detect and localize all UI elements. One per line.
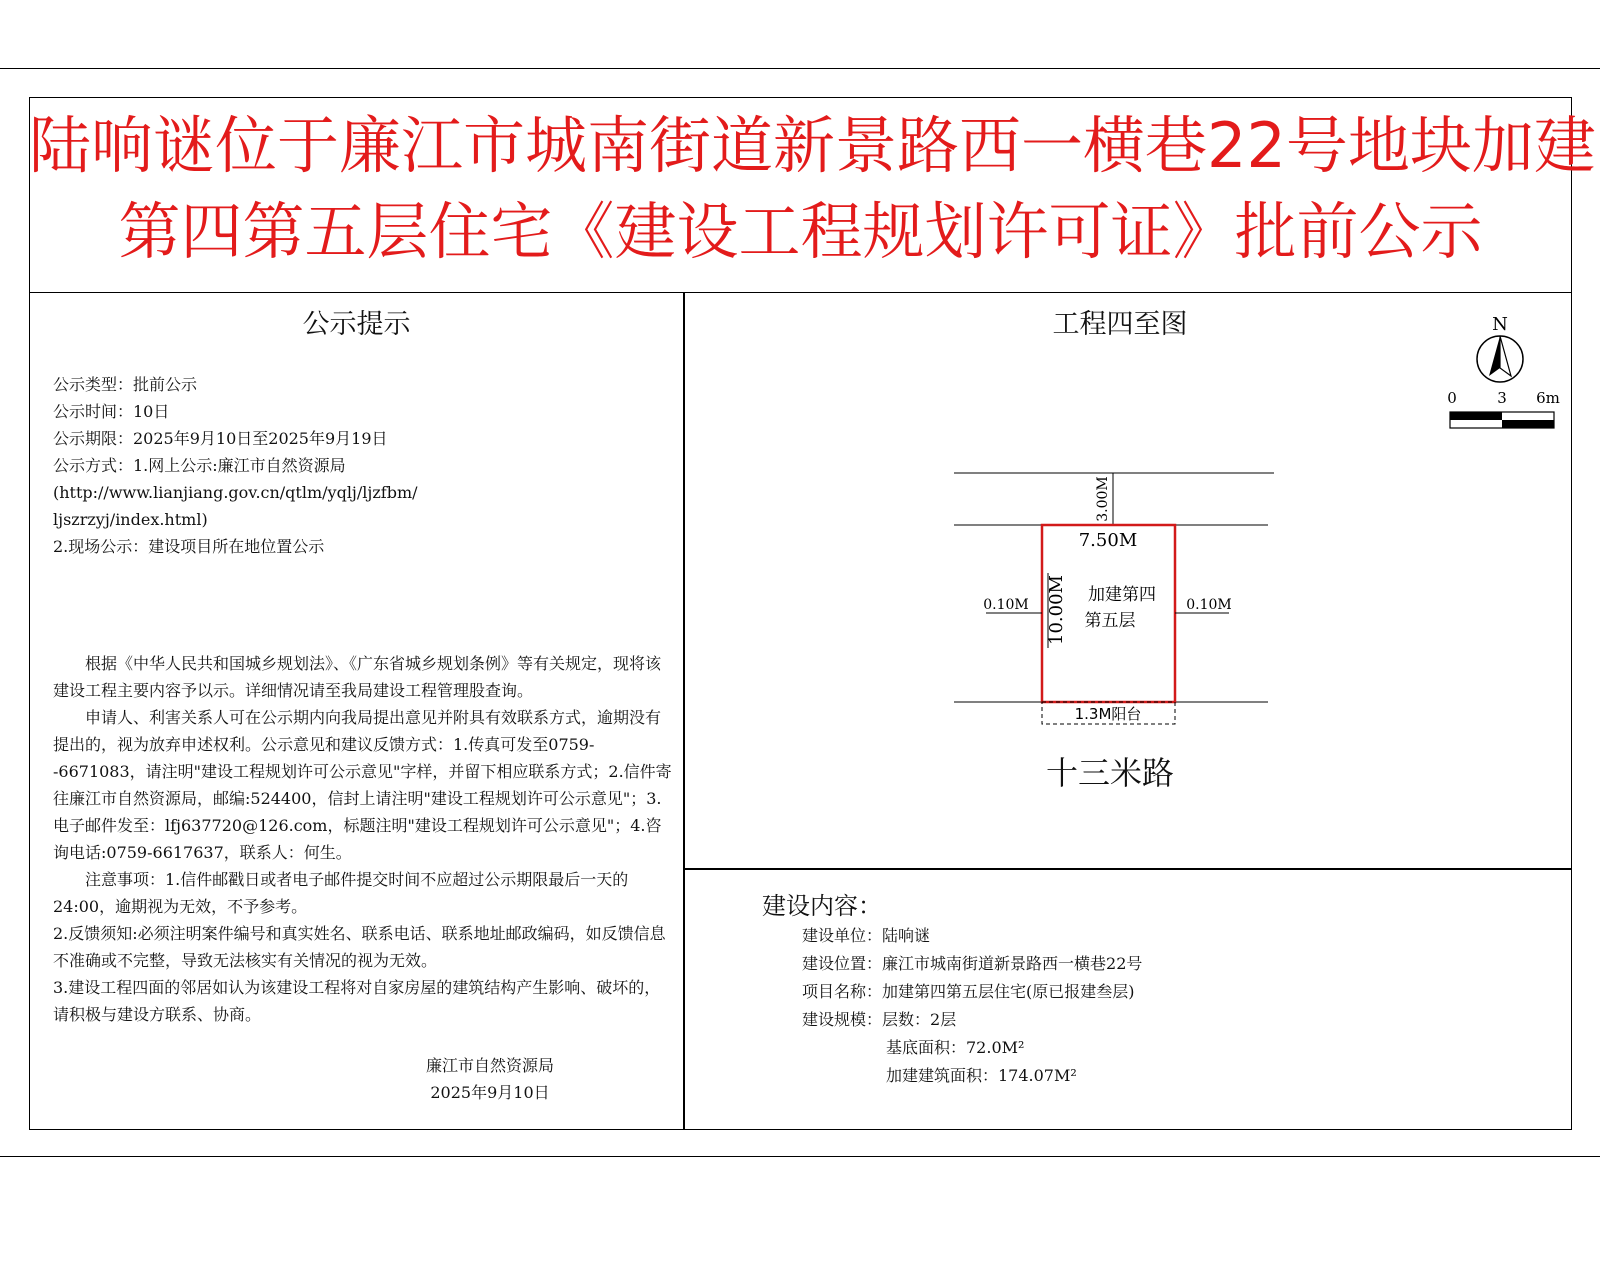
notice-time: 公示时间：10日 — [53, 402, 170, 421]
content-project: 项目名称：加建第四第五层住宅(原已报建叁层) — [802, 982, 1135, 1001]
content-unit: 建设单位：陆响谜 — [802, 926, 931, 945]
north-arrow-icon — [1489, 336, 1500, 376]
title-section — [29, 97, 1596, 293]
signature-date: 2025年9月10日 — [430, 1083, 550, 1102]
dim-width-label: 7.50M — [1078, 530, 1138, 551]
content-details — [802, 922, 1142, 1090]
notice-type: 公示类型：批前公示 — [53, 375, 198, 394]
notice-paragraph-neighbors: 3.建设工程四面的邻居如认为该建设工程将对自家房屋的建筑结构产生影响、破坏的，请积极与建设方联系、协商。 — [53, 978, 661, 1024]
notice-url-2[interactable]: ljszrzyj/index.html) — [53, 510, 208, 529]
notice-paragraph-requirements: 2.反馈须知:必须注明案件编号和真实姓名、联系电话、联系地址邮政编码，如反馈信息不准确或不完整，导致无法核实有关情况的视为无效。 — [53, 924, 666, 970]
dim-right-label: 0.10M — [1186, 597, 1232, 613]
notice-heading: 公示提示 — [302, 309, 411, 340]
building-label-1: 加建第四 — [1088, 585, 1156, 605]
north-arrow-and-scale — [1440, 312, 1570, 442]
content-location: 建设位置：廉江市城南街道新景路西一横巷22号 — [802, 954, 1143, 973]
signature-org: 廉江市自然资源局 — [425, 1056, 554, 1075]
scale-label-6: 6m — [1536, 389, 1560, 407]
dim-left-label: 0.10M — [983, 597, 1029, 613]
notice-period: 公示期限：2025年9月10日至2025年9月19日 — [53, 429, 388, 448]
content-scale: 建设规模：层数：2层 — [802, 1010, 957, 1029]
site-plan — [940, 460, 1280, 740]
scale-label-0: 0 — [1447, 389, 1457, 407]
notice-info — [53, 371, 418, 560]
content-heading: 建设内容： — [762, 892, 882, 920]
title-line-2: 第四第五层住宅《建设工程规划许可证》批前公示 — [118, 195, 1483, 268]
notice-body — [53, 650, 673, 1028]
balcony-label: 1.3M阳台 — [1074, 705, 1142, 723]
notice-paragraph-attention: 注意事项：1.信件邮戳日或者电子邮件提交时间不应超过公示期限最后一天的24:00，逾期视为无效，不予参考。 — [53, 870, 629, 916]
notice-method: 公示方式：1.网上公示:廉江市自然资源局 — [53, 456, 346, 475]
notice-url-1[interactable]: (http://www.lianjiang.gov.cn/qtlm/yqlj/ljzfbm/ — [53, 483, 418, 502]
signature — [330, 1052, 650, 1106]
title-line-1: 陆响谜位于廉江市城南街道新景路西一横巷22号地块加建 — [29, 109, 1596, 182]
notice-onsite: 2.现场公示：建设项目所在地位置公示 — [53, 537, 325, 556]
north-label: N — [1492, 314, 1508, 335]
content-added-area: 加建建筑面积：174.07M² — [886, 1066, 1077, 1085]
vertical-divider — [683, 293, 685, 1130]
scale-label-3: 3 — [1497, 389, 1507, 407]
horizontal-divider — [684, 868, 1572, 870]
dim-top-label: 3.00M — [1095, 476, 1111, 522]
road-label: 十三米路 — [1045, 754, 1174, 792]
content-base-area: 基底面积：72.0M² — [886, 1038, 1025, 1057]
diagram-heading: 工程四至图 — [1052, 309, 1188, 340]
notice-paragraph-feedback: 申请人、利害关系人可在公示期内向我局提出意见并附具有效联系方式，逾期没有提出的，视为放弃申述权利。公示意见和建议反馈方式：1.传真可发至0759--6671083，请注明"建设工程规划许可公示意见"字样，并留下相应联系方式；2.信件寄往廉江市自然资源局，邮编:524400，信封上请注明"建设工程规划许可公示意见"；3.电子邮件发至：lfj637720@126.com，标题注明"建设工程规划许可公示意见"；4.咨询电话:0759-6617637，联系人：何生。 — [53, 708, 672, 862]
building-label-2: 第五层 — [1084, 611, 1136, 631]
dim-height-label: 10.00M — [1046, 575, 1067, 645]
notice-paragraph-legal: 根据《中华人民共和国城乡规划法》、《广东省城乡规划条例》等有关规定，现将该建设工程主要内容予以示。详细情况请至我局建设工程管理股查询。 — [53, 654, 662, 700]
